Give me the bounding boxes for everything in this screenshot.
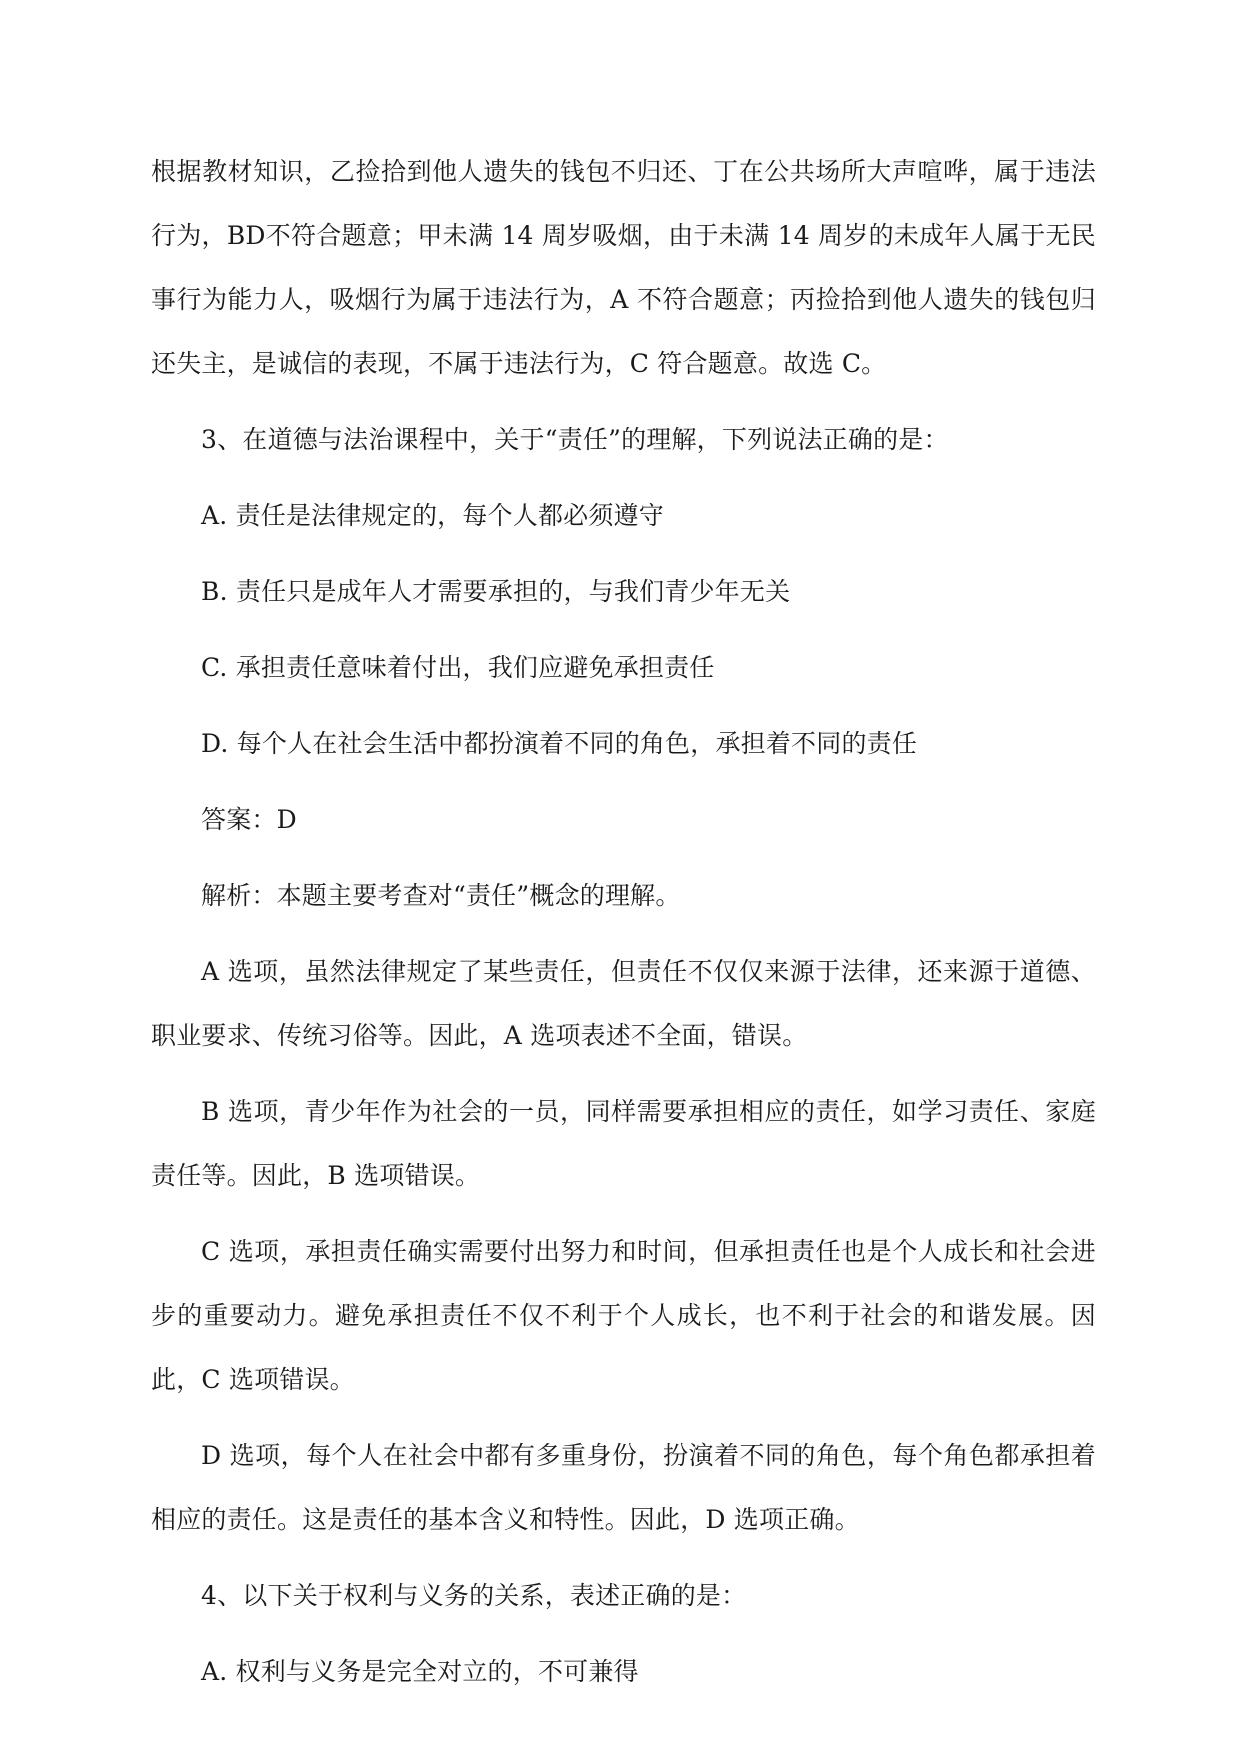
q3-option-a-paragraph: A. 责任是法律规定的，每个人都必须遵守	[201, 501, 664, 530]
q3-answer-paragraph: 答案：D	[201, 805, 297, 834]
q3-analysis-a-paragraph: A 选项，虽然法律规定了某些责任，但责任不仅仅来源于法律，还来源于道德、职业要求、传统习俗等。因此，A 选项表述不全面，错误。	[151, 957, 1096, 1050]
q3-option-d-paragraph: D. 每个人在社会生活中都扮演着不同的角色，承担着不同的责任	[201, 729, 918, 758]
document-body	[151, 140, 1096, 1716]
q3-analysis-b-paragraph: B 选项，青少年作为社会的一员，同样需要承担相应的责任，如学习责任、家庭责任等。因此，B 选项错误。	[151, 1097, 1096, 1190]
q4-stem-paragraph: 4、以下关于权利与义务的关系，表述正确的是：	[201, 1581, 747, 1610]
q2-explanation-paragraph: 根据教材知识，乙捡拾到他人遗失的钱包不归还、丁在公共场所大声喧哗，属于违法行为，BD不符合题意；甲未满 14 周岁吸烟，由于未满 14 周岁的未成年人属于无民事行为能力人，吸烟行为属于违法行为，A 不符合题意；丙捡拾到他人遗失的钱包归还失主，是诚信的表现，不属于违法行为，C 符合题意。故选 C。	[151, 157, 1096, 378]
q4-option-a-paragraph: A. 权利与义务是完全对立的，不可兼得	[201, 1657, 639, 1686]
q3-analysis-d-paragraph: D 选项，每个人在社会中都有多重身份，扮演着不同的角色，每个角色都承担着相应的责任。这是责任的基本含义和特性。因此，D 选项正确。	[151, 1441, 1096, 1534]
q3-analysis-paragraph: 解析：本题主要考查对“责任”概念的理解。	[201, 881, 681, 910]
q3-option-b-paragraph: B. 责任只是成年人才需要承担的，与我们青少年无关	[201, 577, 791, 606]
q3-option-c-paragraph: C. 承担责任意味着付出，我们应避免承担责任	[201, 653, 715, 682]
q3-stem-paragraph: 3、在道德与法治课程中，关于“责任”的理解，下列说法正确的是：	[201, 425, 949, 454]
q3-analysis-c-paragraph: C 选项，承担责任确实需要付出努力和时间，但承担责任也是个人成长和社会进步的重要动力。避免承担责任不仅不利于个人成长，也不利于社会的和谐发展。因此，C 选项错误。	[151, 1237, 1096, 1394]
